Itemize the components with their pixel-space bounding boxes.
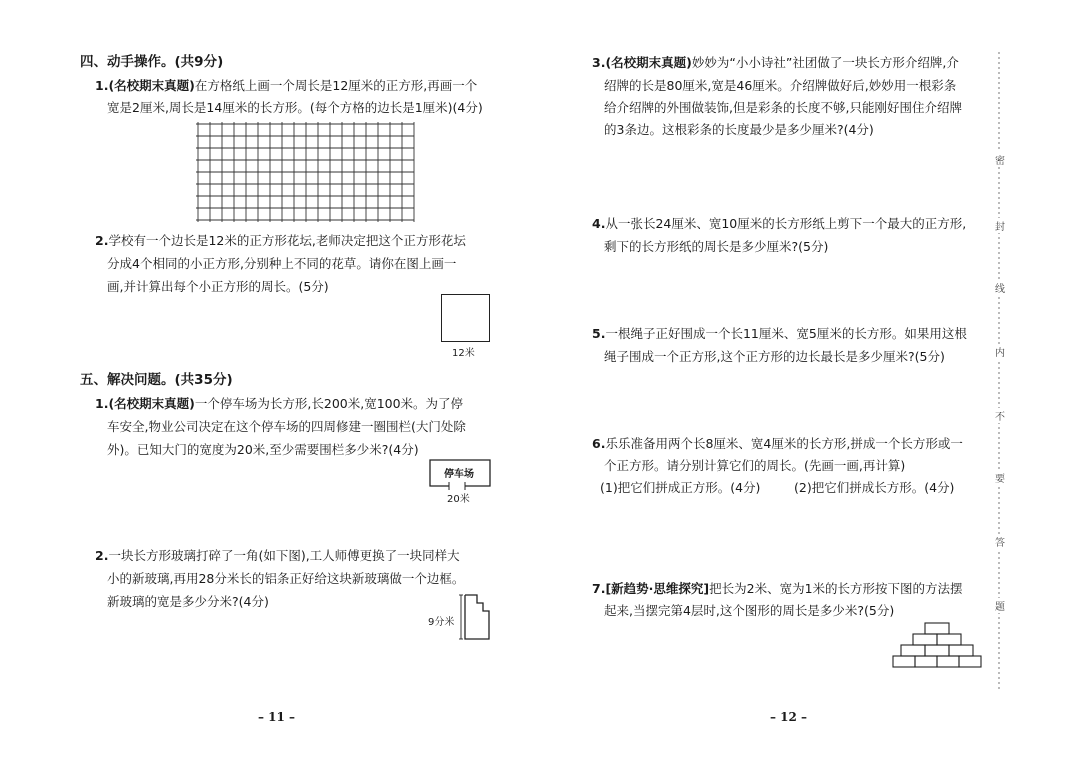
glass-length-label: 9分米 xyxy=(428,617,455,628)
sec4-q2-line2: 分成4个相同的小正方形,分别种上不同的花草。请你在图上画一 xyxy=(107,256,457,271)
question-number: 6. xyxy=(592,436,606,451)
binding-char: 密 xyxy=(995,152,1005,167)
question-number: 5. xyxy=(592,326,606,341)
sec5-q2-line1 xyxy=(95,548,460,564)
sec4-q2-line3: 画,并计算出每个小正方形的周长。(5分) xyxy=(107,279,329,294)
sec5-q1-line1 xyxy=(95,396,463,412)
page-number-right: – 12 – xyxy=(770,710,808,724)
binding-char: 答 xyxy=(995,534,1005,549)
question-number: 2. xyxy=(95,548,109,563)
sec4-q1-line2: 宽是2厘米,周长是14厘米的长方形。(每个方格的边长是1厘米)(4分) xyxy=(107,100,483,115)
binding-char: 封 xyxy=(995,218,1005,233)
q7-line2: 起来,当摆完第4层时,这个图形的周长是多少米?(5分) xyxy=(604,603,895,618)
q5-line2: 绳子围成一个正方形,这个正方形的边长最长是多少厘米?(5分) xyxy=(604,349,945,364)
binding-dashed-line xyxy=(997,52,1001,692)
section-5-title: 五、解决问题。(共35分) xyxy=(80,372,233,388)
sec5-q2-line3: 新玻璃的宽是多少分米?(4分) xyxy=(107,594,269,609)
binding-char: 题 xyxy=(995,598,1005,613)
section-4-title: 四、动手操作。(共9分) xyxy=(80,54,224,70)
question-text: 从一张长24厘米、宽10厘米的长方形纸上剪下一个最大的正方形, xyxy=(605,216,967,231)
question-number: 3. xyxy=(592,55,606,70)
binding-char: 不 xyxy=(995,408,1005,423)
q4-line2: 剩下的长方形纸的周长是多少厘米?(5分) xyxy=(604,239,829,254)
question-tag: (名校期末真题) xyxy=(108,78,195,93)
q5-line1 xyxy=(592,326,967,342)
q3-line4: 的3条边。这根彩条的长度最少是多少厘米?(4分) xyxy=(604,122,874,137)
question-number: 4. xyxy=(592,216,606,231)
square-flowerbed-figure xyxy=(441,294,490,342)
broken-glass-figure xyxy=(459,593,493,643)
question-number: 7. xyxy=(592,581,606,596)
q6-line2: 个正方形。请分别计算它们的周长。(先画一画,再计算) xyxy=(604,458,906,473)
binding-char: 内 xyxy=(995,344,1005,359)
q6-line1 xyxy=(592,436,963,452)
question-text: 一个停车场为长方形,长200米,宽100米。为了停 xyxy=(194,396,464,411)
sec5-q2-line2: 小的新玻璃,再用28分米长的铝条正好给这块新玻璃做一个边框。 xyxy=(107,571,465,586)
brick-pyramid-figure xyxy=(892,622,986,670)
question-text: 在方格纸上画一个周长是12厘米的正方形,再画一个 xyxy=(194,78,478,93)
q3-line2: 绍牌的长是80厘米,宽是46厘米。介绍牌做好后,妙妙用一根彩条 xyxy=(604,78,957,93)
question-text: 学校有一个边长是12米的正方形花坛,老师决定把这个正方形花坛 xyxy=(108,233,466,248)
question-text: 乐乐准备用两个长8厘米、宽4厘米的长方形,拼成一个长方形或一 xyxy=(605,436,963,451)
question-number: 1. xyxy=(95,396,109,411)
question-text: 一块长方形玻璃打碎了一角(如下图),工人师傅更换了一块同样大 xyxy=(108,548,460,563)
q3-line1 xyxy=(592,55,959,71)
sec5-q1-line3: 外)。已知大门的宽度为20米,至少需要围栏多少米?(4分) xyxy=(107,442,419,457)
q3-line3: 给介绍牌的外围做装饰,但是彩条的长度不够,只能刚好围住介绍牌 xyxy=(604,100,962,115)
q6-part2: (2)把它们拼成长方形。(4分) xyxy=(794,480,955,495)
question-tag: (名校期末真题) xyxy=(605,55,692,70)
q6-part1: (1)把它们拼成正方形。(4分) xyxy=(600,480,761,495)
question-tag: [新趋势·思维探究] xyxy=(605,581,710,596)
question-number: 1. xyxy=(95,78,109,93)
gate-width-label: 20米 xyxy=(447,494,470,505)
sec4-q2-line1 xyxy=(95,233,466,249)
sec5-q1-line2: 车安全,物业公司决定在这个停车场的四周修建一圈围栏(大门处除 xyxy=(107,419,466,434)
grid-paper xyxy=(196,122,416,226)
question-number: 2. xyxy=(95,233,109,248)
q4-line1 xyxy=(592,216,966,232)
question-text: 一根绳子正好围成一个长11厘米、宽5厘米的长方形。如果用这根 xyxy=(605,326,967,341)
question-text: 把长为2米、宽为1米的长方形按下图的方法摆 xyxy=(709,581,963,596)
question-text: 妙妙为“小小诗社”社团做了一块长方形介绍牌,介 xyxy=(691,55,959,70)
parking-lot-text: 停车场 xyxy=(444,469,474,480)
question-tag: (名校期末真题) xyxy=(108,396,195,411)
flowerbed-side-label: 12米 xyxy=(452,348,475,359)
sec4-q1-line1 xyxy=(95,78,477,94)
page-number-left: – 11 – xyxy=(258,710,296,724)
q7-line1 xyxy=(592,581,963,597)
binding-char: 线 xyxy=(995,280,1005,295)
binding-char: 要 xyxy=(995,470,1005,485)
